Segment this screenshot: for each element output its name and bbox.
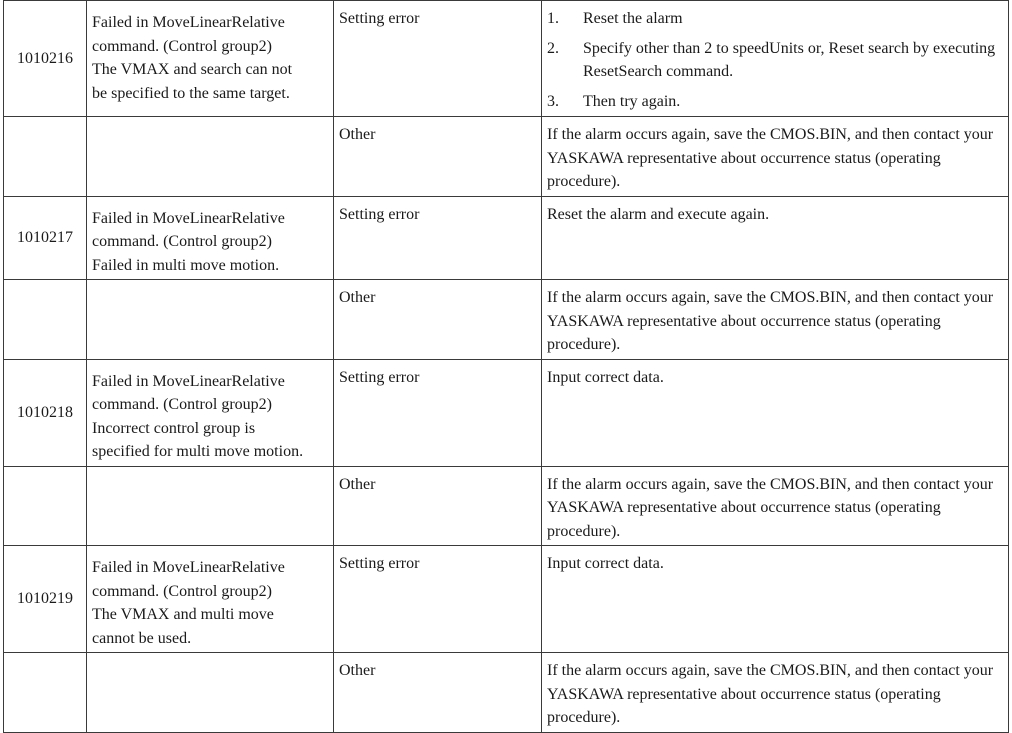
alarm-code: 1010216 [4,1,87,117]
alarm-code: 1010219 [4,546,87,653]
alarm-cause: Other [334,117,542,197]
empty-cell [4,653,87,733]
empty-cell [4,466,87,546]
alarm-description: Failed in MoveLinearRelative command. (Control group2) The VMAX and search can not be specified to the same target. [87,1,334,117]
alarm-description: Failed in MoveLinearRelative command. (Control group2) Incorrect control group is specified for multi move motion. [87,359,334,466]
remedy-steps [547,7,1004,113]
table-row [4,653,1009,733]
alarm-remedy: Input correct data. [542,359,1009,466]
empty-cell [4,280,87,360]
table-row [4,117,1009,197]
alarm-table [3,0,1009,733]
alarm-cause: Setting error [334,196,542,280]
empty-cell [4,117,87,197]
alarm-remedy: If the alarm occurs again, save the CMOS.BIN, and then contact your YASKAWA representative about occurrence status (operating procedure). [542,466,1009,546]
alarm-cause: Setting error [334,546,542,653]
alarm-cause: Other [334,466,542,546]
table-row [4,546,1009,653]
alarm-code: 1010217 [4,196,87,280]
alarm-remedy: If the alarm occurs again, save the CMOS.BIN, and then contact your YASKAWA representative about occurrence status (operating procedure). [542,280,1009,360]
alarm-cause: Other [334,653,542,733]
empty-cell [87,466,334,546]
alarm-remedy: If the alarm occurs again, save the CMOS.BIN, and then contact your YASKAWA representative about occurrence status (operating procedure). [542,653,1009,733]
table-row [4,196,1009,280]
empty-cell [87,653,334,733]
alarm-description: Failed in MoveLinearRelative command. (Control group2) The VMAX and multi move cannot be used. [87,546,334,653]
table-row [4,1,1009,117]
alarm-remedy: Input correct data. [542,546,1009,653]
list-item: 2. Specify other than 2 to speedUnits or, Reset search by executing ResetSearch command. [547,39,996,80]
table-row [4,466,1009,546]
alarm-cause: Other [334,280,542,360]
list-item: 1. Reset the alarm [547,10,683,27]
alarm-cause: Setting error [334,359,542,466]
table-row [4,359,1009,466]
alarm-remedy [542,1,1009,117]
alarm-remedy: Reset the alarm and execute again. [542,196,1009,280]
alarm-description: Failed in MoveLinearRelative command. (Control group2) Failed in multi move motion. [87,196,334,280]
list-item: 3. Then try again. [547,92,681,110]
table-row [4,280,1009,360]
empty-cell [87,280,334,360]
empty-cell [87,117,334,197]
alarm-remedy: If the alarm occurs again, save the CMOS.BIN, and then contact your YASKAWA representative about occurrence status (operating procedure). [542,117,1009,197]
alarm-cause: Setting error [334,1,542,117]
alarm-code: 1010218 [4,359,87,466]
